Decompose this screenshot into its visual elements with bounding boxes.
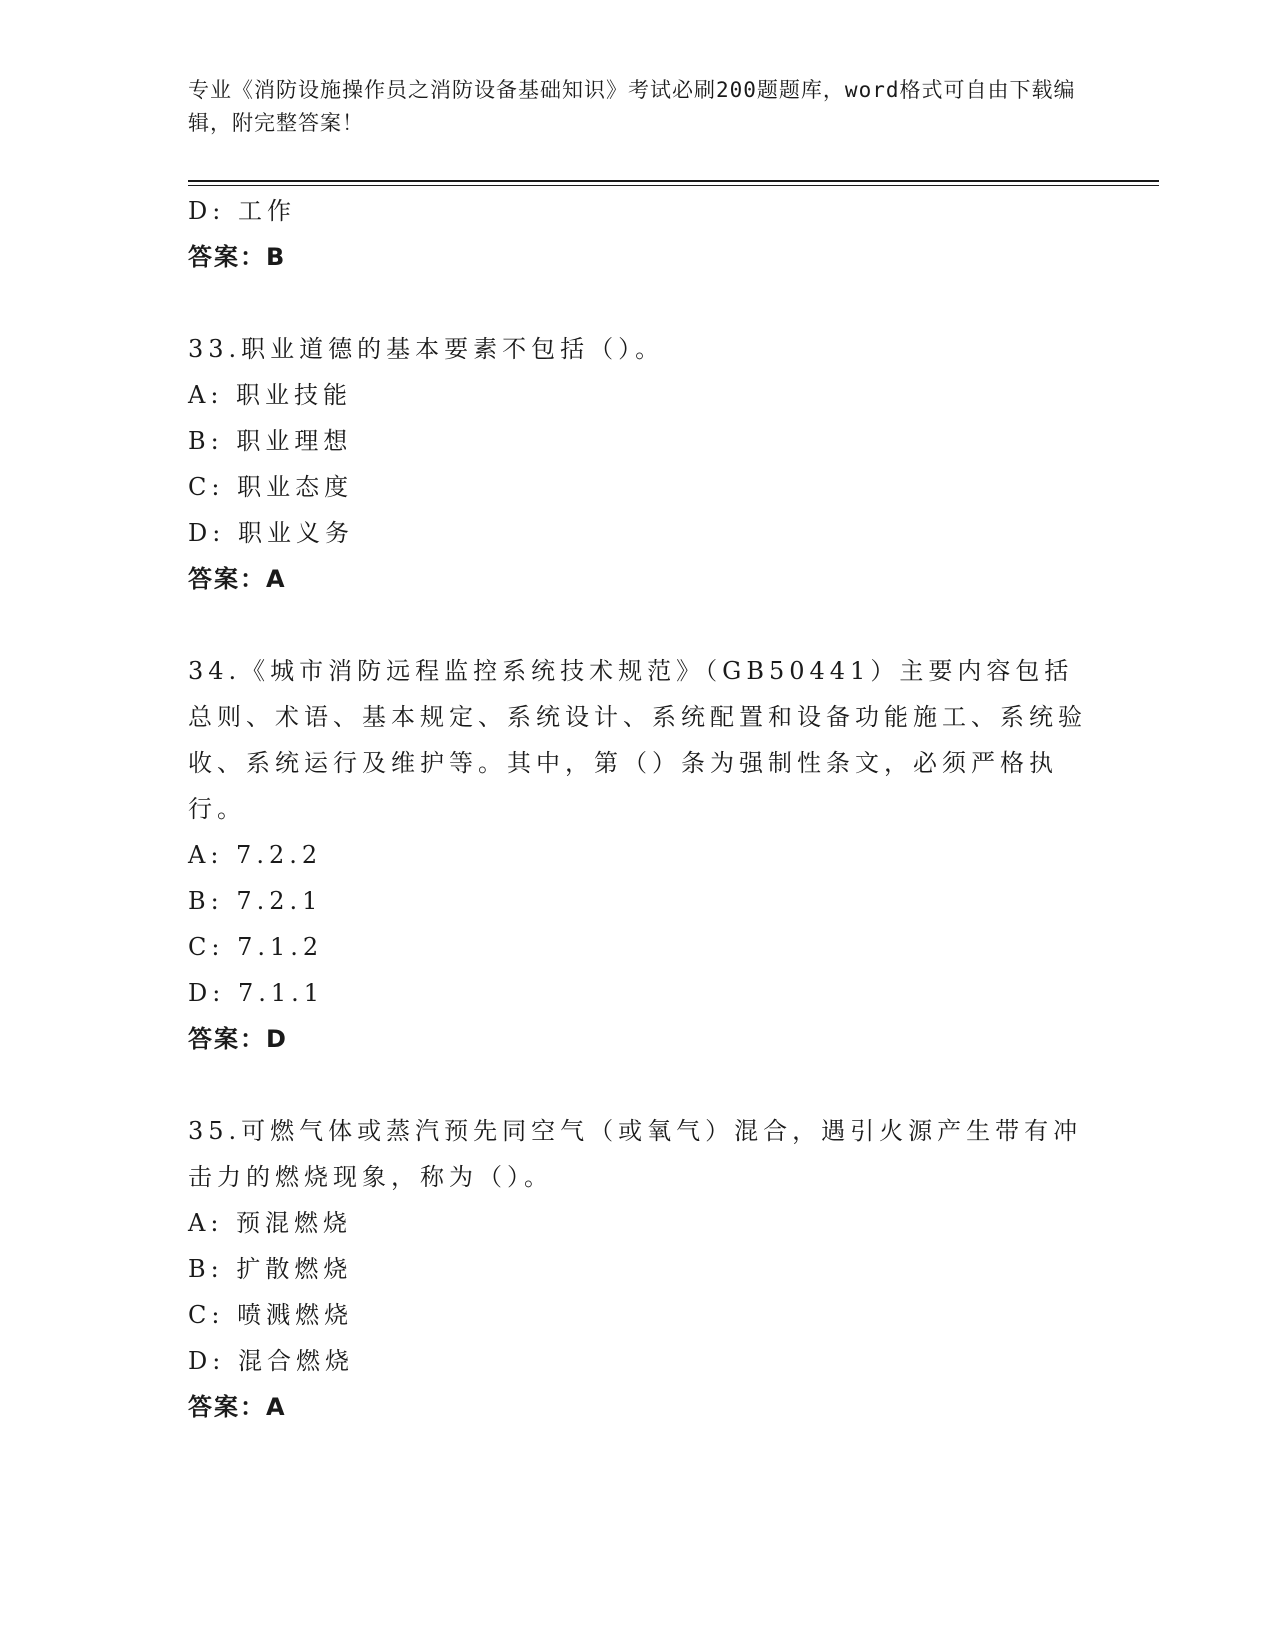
option-c: C: 喷溅燃烧 xyxy=(188,1301,354,1329)
option-d: D: 职业义务 xyxy=(188,519,354,547)
option-b: B: 扩散燃烧 xyxy=(188,1255,353,1283)
option-b: B: 7.2.1 xyxy=(188,887,323,915)
header-divider-thin xyxy=(188,185,1159,186)
question-33 xyxy=(188,326,1088,602)
question-list xyxy=(188,188,1088,1430)
option-b: B: 职业理想 xyxy=(188,427,353,455)
option-d: D: 7.1.1 xyxy=(188,979,325,1007)
answer-line: 答案：D xyxy=(188,1025,288,1053)
question-35 xyxy=(188,1108,1088,1430)
answer-line: 答案：A xyxy=(188,1393,287,1421)
question-34 xyxy=(188,648,1088,1062)
header-divider-thick xyxy=(188,180,1159,182)
answer-line: 答案：B xyxy=(188,243,287,271)
option-a: A: 7.2.2 xyxy=(188,841,323,869)
option-d: D: 混合燃烧 xyxy=(188,1347,354,1375)
question-stem: 35.可燃气体或蒸汽预先同空气（或氧气）混合，遇引火源产生带有冲击力的燃烧现象，称为（）。 xyxy=(188,1117,1083,1191)
document-header: 专业《消防设施操作员之消防设备基础知识》考试必刷200题题库，word格式可自由下载编辑，附完整答案！ xyxy=(188,78,1076,135)
option-d: D: 工作 xyxy=(188,197,296,225)
option-c: C: 职业态度 xyxy=(188,473,354,501)
option-c: C: 7.1.2 xyxy=(188,933,324,961)
question-stem: 34.《城市消防远程监控系统技术规范》（GB50441）主要内容包括总则、术语、基本规定、系统设计、系统配置和设备功能施工、系统验收、系统运行及维护等。其中，第（）条为强制性条文，必须严格执行。 xyxy=(188,657,1087,823)
option-a: A: 预混燃烧 xyxy=(188,1209,353,1237)
option-a: A: 职业技能 xyxy=(188,381,353,409)
answer-line: 答案：A xyxy=(188,565,287,593)
question-stem: 33.职业道德的基本要素不包括（）。 xyxy=(188,335,665,363)
